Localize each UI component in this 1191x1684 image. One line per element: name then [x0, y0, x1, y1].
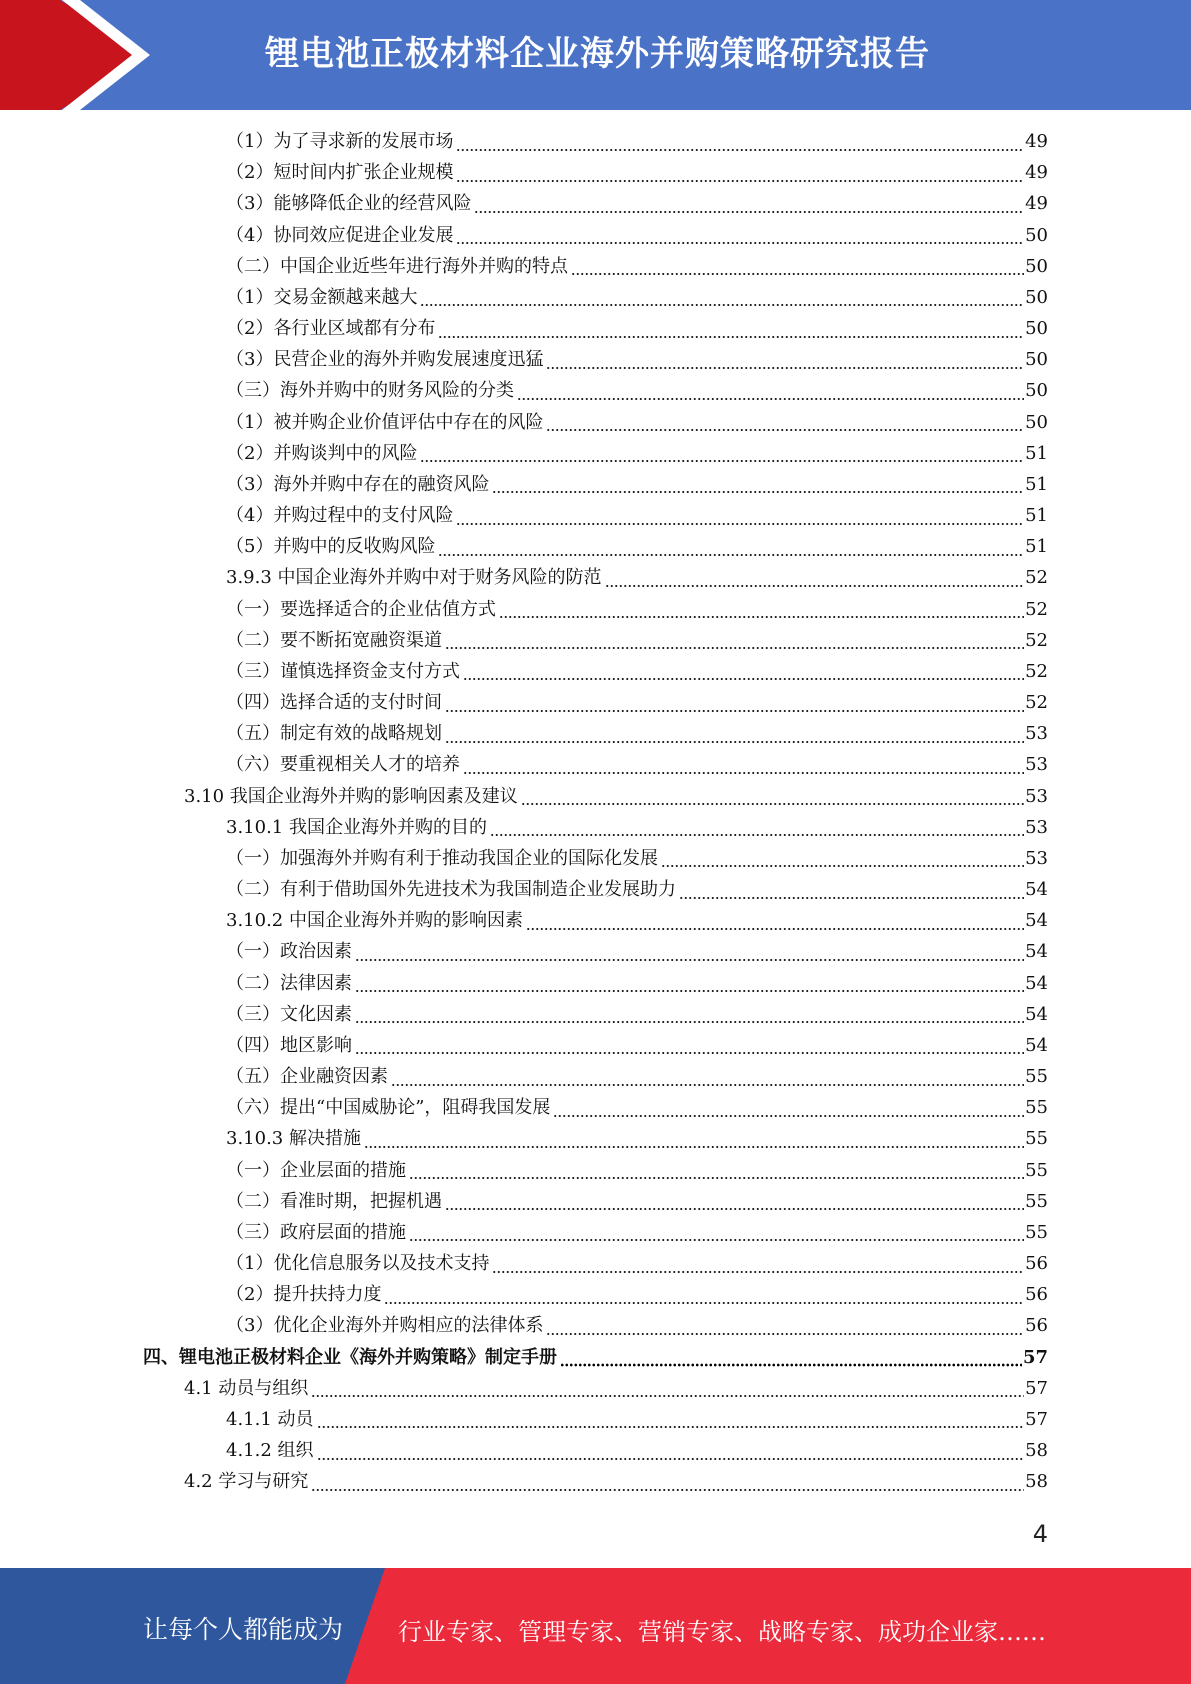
toc-dot-leader — [456, 506, 1024, 526]
toc-dot-leader — [553, 1098, 1024, 1118]
toc-entry-page: 55 — [1025, 1190, 1048, 1212]
toc-entry-page: 58 — [1025, 1440, 1048, 1462]
toc-entry-title: （3）能够降低企业的经营风险 — [226, 193, 472, 215]
toc-dot-leader — [492, 474, 1024, 494]
toc-entry-title: 3.10.2 中国企业海外并购的影响因素 — [226, 910, 523, 932]
toc-dot-leader — [546, 350, 1024, 370]
toc-dot-leader — [546, 412, 1024, 432]
toc-entry-title: （一）企业层面的措施 — [226, 1159, 406, 1181]
toc-entry-title: 3.10.3 解决措施 — [226, 1128, 361, 1150]
toc-entry-title: （二）要不断拓宽融资渠道 — [226, 629, 442, 651]
toc-entry[interactable] — [226, 375, 1048, 406]
toc-entry[interactable] — [226, 999, 1048, 1030]
toc-dot-leader — [456, 225, 1024, 245]
toc-entry-page: 55 — [1025, 1159, 1048, 1181]
toc-entry-page: 52 — [1025, 660, 1048, 682]
toc-entry[interactable] — [226, 1061, 1048, 1092]
toc-dot-leader — [355, 973, 1024, 993]
toc-entry[interactable] — [226, 749, 1048, 780]
toc-entry[interactable] — [226, 968, 1048, 999]
toc-entry[interactable] — [226, 718, 1048, 749]
toc-entry-title: （三）文化因素 — [226, 1003, 352, 1025]
toc-entry-title: （一）要选择适合的企业估值方式 — [226, 598, 496, 620]
toc-entry-title: （一）政治因素 — [226, 941, 352, 963]
toc-dot-leader — [605, 568, 1025, 588]
toc-entry-page: 56 — [1025, 1315, 1048, 1337]
report-title: 锂电池正极材料企业海外并购策略研究报告 — [265, 34, 930, 74]
toc-entry-title: （六）要重视相关人才的培养 — [226, 754, 460, 776]
toc-entry[interactable] — [226, 1435, 1048, 1466]
toc-dot-leader — [355, 1004, 1024, 1024]
toc-entry-page: 54 — [1025, 1003, 1048, 1025]
toc-entry-title: （1）为了寻求新的发展市场 — [226, 131, 454, 152]
toc-dot-leader — [474, 194, 1024, 214]
toc-entry-page: 50 — [1025, 411, 1048, 433]
toc-entry-page: 49 — [1025, 131, 1048, 152]
toc-entry-page: 53 — [1025, 847, 1048, 869]
toc-entry[interactable] — [226, 407, 1048, 438]
toc-entry[interactable] — [226, 625, 1048, 656]
toc-entry[interactable] — [226, 438, 1048, 469]
toc-entry-title: （1）被并购企业价值评估中存在的风险 — [226, 411, 544, 433]
toc-dot-leader — [499, 599, 1024, 619]
toc-entry-page: 53 — [1025, 723, 1048, 745]
toc-entry-title: （3）优化企业海外并购相应的法律体系 — [226, 1315, 544, 1337]
header-arrow-decoration — [0, 0, 200, 110]
toc-entry-title: 3.10 我国企业海外并购的影响因素及建议 — [184, 785, 518, 807]
toc-entry[interactable] — [226, 656, 1048, 687]
toc-entry[interactable] — [226, 1030, 1048, 1061]
page-footer — [0, 1568, 1191, 1684]
toc-entry-page: 52 — [1025, 692, 1048, 714]
toc-dot-leader — [445, 724, 1024, 744]
toc-entry-title: （3）民营企业的海外并购发展速度迅猛 — [226, 349, 544, 371]
toc-entry[interactable] — [226, 1404, 1048, 1435]
toc-entry-title: 四、锂电池正极材料企业《海外并购策略》制定手册 — [143, 1346, 557, 1368]
toc-entry-page: 53 — [1025, 785, 1048, 807]
toc-entry-page: 55 — [1025, 1097, 1048, 1119]
toc-dot-leader — [420, 443, 1024, 463]
toc-entry-page: 54 — [1025, 1034, 1048, 1056]
toc-dot-leader — [490, 817, 1024, 837]
toc-entry-page: 51 — [1025, 473, 1048, 495]
toc-entry[interactable] — [226, 874, 1048, 905]
toc-dot-leader — [526, 911, 1024, 931]
toc-dot-leader — [438, 537, 1024, 557]
toc-dot-leader — [463, 755, 1024, 775]
toc-entry-page: 54 — [1025, 879, 1048, 901]
toc-dot-leader — [317, 1409, 1025, 1429]
toc-entry-page: 57 — [1022, 1346, 1048, 1368]
toc-entry-page: 50 — [1025, 224, 1048, 246]
toc-entry-title: （4）并购过程中的支付风险 — [226, 505, 454, 527]
page-header — [0, 0, 1191, 110]
toc-entry[interactable] — [226, 1279, 1048, 1310]
toc-dot-leader — [409, 1222, 1024, 1242]
toc-dot-leader — [463, 661, 1024, 681]
toc-entry[interactable] — [226, 126, 1048, 157]
toc-dot-leader — [661, 848, 1024, 868]
toc-entry-page: 57 — [1025, 1377, 1048, 1399]
toc-entry-title: （三）谨慎选择资金支付方式 — [226, 660, 460, 682]
toc-entry[interactable] — [226, 1123, 1048, 1154]
toc-dot-leader — [445, 693, 1024, 713]
toc-entry-title: （2）短时间内扩张企业规模 — [226, 162, 454, 184]
toc-entry-title: 4.2 学习与研究 — [184, 1471, 309, 1493]
toc-entry-page: 49 — [1025, 162, 1048, 184]
toc-entry-title: （三）政府层面的措施 — [226, 1221, 406, 1243]
toc-entry[interactable] — [226, 344, 1048, 375]
toc-entry-title: 4.1 动员与组织 — [184, 1377, 309, 1399]
toc-entry[interactable] — [226, 251, 1048, 282]
toc-entry-title: （三）海外并购中的财务风险的分类 — [226, 380, 514, 402]
toc-entry-page: 55 — [1025, 1066, 1048, 1088]
toc-entry[interactable] — [226, 313, 1048, 344]
toc-entry-title: （1）交易金额越来越大 — [226, 286, 418, 308]
toc-entry-page: 55 — [1025, 1221, 1048, 1243]
toc-entry-page: 52 — [1025, 567, 1048, 589]
toc-entry[interactable] — [184, 781, 1048, 812]
toc-entry[interactable] — [184, 1373, 1048, 1404]
toc-entry[interactable] — [226, 282, 1048, 313]
toc-entry-title: （2）各行业区域都有分布 — [226, 318, 436, 340]
toc-entry[interactable] — [226, 562, 1048, 593]
toc-dot-leader — [492, 1254, 1024, 1274]
toc-dot-leader — [438, 319, 1024, 339]
toc-entry-title: 3.9.3 中国企业海外并购中对于财务风险的防范 — [226, 567, 602, 589]
toc-entry-title: （二）中国企业近些年进行海外并购的特点 — [226, 255, 568, 277]
toc-entry-page: 57 — [1025, 1408, 1048, 1430]
toc-dot-leader — [420, 287, 1024, 307]
toc-dot-leader — [456, 163, 1024, 183]
toc-entry-page: 50 — [1025, 286, 1048, 308]
toc-dot-leader — [311, 1472, 1024, 1492]
toc-entry-title: （五）企业融资因素 — [226, 1066, 388, 1088]
toc-entry[interactable] — [226, 188, 1048, 219]
toc-entry[interactable] — [226, 936, 1048, 967]
toc-entry[interactable] — [226, 1155, 1048, 1186]
toc-dot-leader — [355, 1035, 1024, 1055]
toc-entry-page: 50 — [1025, 255, 1048, 277]
toc-dot-leader — [445, 630, 1024, 650]
toc-entry-title: （2）并购谈判中的风险 — [226, 442, 418, 464]
toc-entry-title: （四）选择合适的支付时间 — [226, 692, 442, 714]
toc-entry[interactable] — [226, 1092, 1048, 1123]
toc-entry-title: 4.1.1 动员 — [226, 1408, 314, 1430]
toc-entry[interactable] — [226, 1248, 1048, 1279]
toc-entry-title: （2）提升扶持力度 — [226, 1284, 382, 1306]
toc-dot-leader — [546, 1316, 1024, 1336]
toc-dot-leader — [517, 381, 1024, 401]
toc-entry-page: 50 — [1025, 318, 1048, 340]
toc-dot-leader — [384, 1285, 1024, 1305]
toc-dot-leader — [445, 1191, 1024, 1211]
toc-entry[interactable] — [226, 1310, 1048, 1341]
footer-slogan-right: 行业专家、管理专家、营销专家、战略专家、成功企业家…… — [398, 1618, 1046, 1646]
toc-entry[interactable] — [226, 157, 1048, 188]
toc-entry-page: 51 — [1025, 536, 1048, 558]
toc-entry-page: 52 — [1025, 598, 1048, 620]
toc-entry-title: （二）看准时期，把握机遇 — [226, 1190, 442, 1212]
toc-entry-page: 56 — [1025, 1253, 1048, 1275]
toc-entry[interactable] — [226, 687, 1048, 718]
toc-entry-title: （二）有利于借助国外先进技术为我国制造企业发展助力 — [226, 879, 676, 901]
toc-entry[interactable] — [226, 220, 1048, 251]
toc-entry-title: （3）海外并购中存在的融资风险 — [226, 473, 490, 495]
toc-entry[interactable] — [226, 500, 1048, 531]
toc-entry-title: （5）并购中的反收购风险 — [226, 536, 436, 558]
toc-entry-page: 58 — [1025, 1471, 1048, 1493]
toc-entry-page: 54 — [1025, 972, 1048, 994]
toc-entry-title: （4）协同效应促进企业发展 — [226, 224, 454, 246]
toc-entry-title: （一）加强海外并购有利于推动我国企业的国际化发展 — [226, 847, 658, 869]
toc-entry[interactable] — [226, 1186, 1048, 1217]
toc-entry-page: 50 — [1025, 380, 1048, 402]
toc-entry-page: 54 — [1025, 941, 1048, 963]
footer-slogan-left: 让每个人都能成为 — [143, 1615, 344, 1644]
toc-entry-page: 49 — [1025, 193, 1048, 215]
toc-entry[interactable] — [184, 1466, 1048, 1497]
toc-entry[interactable] — [226, 594, 1048, 625]
toc-dot-leader — [521, 786, 1024, 806]
toc-entry-title: （1）优化信息服务以及技术支持 — [226, 1253, 490, 1275]
toc-dot-leader — [317, 1441, 1025, 1461]
toc-dot-leader — [355, 942, 1024, 962]
toc-entry-title: （六）提出“中国威胁论”，阻碍我国发展 — [226, 1097, 551, 1119]
toc-entry[interactable] — [226, 812, 1048, 843]
toc-entry[interactable] — [226, 531, 1048, 562]
toc-entry-page: 55 — [1025, 1128, 1048, 1150]
toc-dot-leader — [456, 132, 1024, 152]
toc-entry-page: 52 — [1025, 629, 1048, 651]
toc-entry[interactable] — [226, 1217, 1048, 1248]
toc-dot-leader — [560, 1347, 1022, 1367]
toc-dot-leader — [571, 256, 1024, 276]
toc-entry-title: （二）法律因素 — [226, 972, 352, 994]
toc-entry-page: 51 — [1025, 505, 1048, 527]
toc-entry[interactable] — [226, 843, 1048, 874]
toc-dot-leader — [409, 1160, 1024, 1180]
toc-entry-page: 53 — [1025, 754, 1048, 776]
toc-entry-title: 3.10.1 我国企业海外并购的目的 — [226, 816, 487, 838]
toc-dot-leader — [364, 1129, 1024, 1149]
page-number: 4 — [1032, 1520, 1048, 1548]
toc-entry[interactable] — [143, 1342, 1048, 1373]
toc-entry-page: 50 — [1025, 349, 1048, 371]
toc-entry-title: （五）制定有效的战略规划 — [226, 723, 442, 745]
toc-entry-title: （四）地区影响 — [226, 1034, 352, 1056]
toc-entry[interactable] — [226, 469, 1048, 500]
toc-entry-title: 4.1.2 组织 — [226, 1440, 314, 1462]
toc-entry-page: 53 — [1025, 816, 1048, 838]
toc-entry-page: 56 — [1025, 1284, 1048, 1306]
toc-dot-leader — [391, 1067, 1024, 1087]
toc-entry-page: 51 — [1025, 442, 1048, 464]
toc-entry[interactable] — [226, 905, 1048, 936]
toc-dot-leader — [679, 880, 1024, 900]
toc-entry-page: 54 — [1025, 910, 1048, 932]
toc-dot-leader — [311, 1378, 1024, 1398]
